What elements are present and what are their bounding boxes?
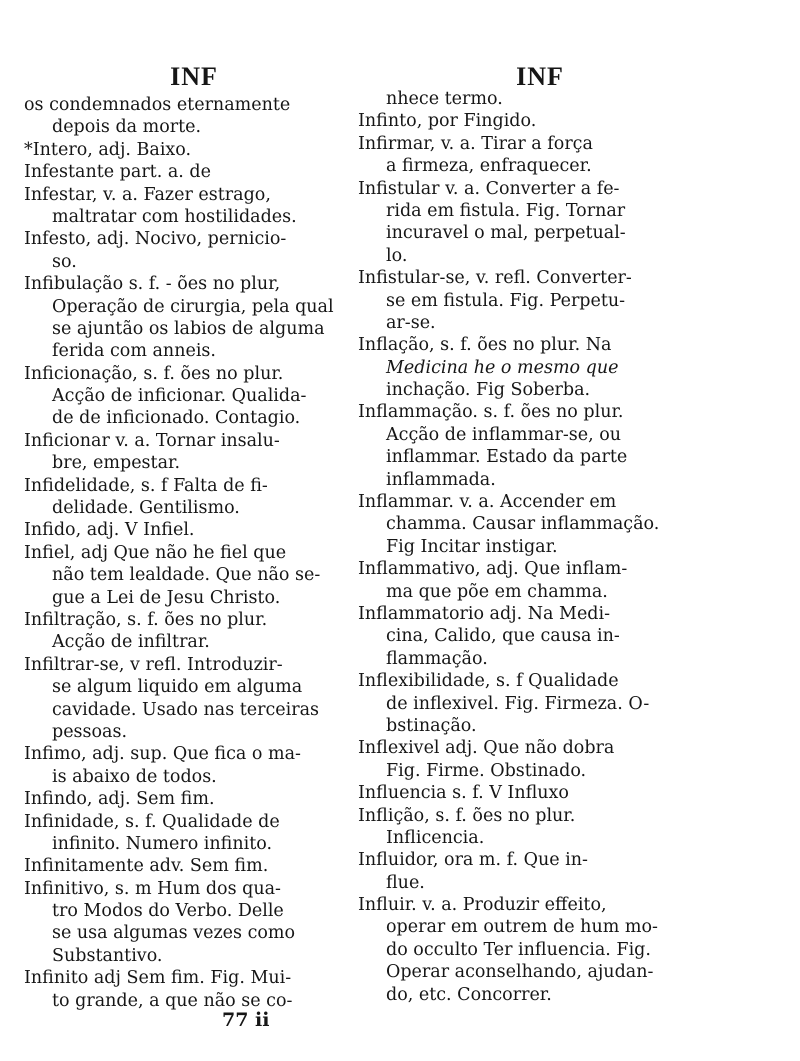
entry-line: Infiltração, s. f. ões no plur. bbox=[24, 609, 268, 630]
entry-line: Influencia s. f. V Influxo bbox=[358, 783, 569, 804]
entry-line: Influidor, ora m. f. Que in- bbox=[358, 850, 588, 871]
entry-line: inchação. Fig Soberba. bbox=[386, 380, 591, 401]
entry-line: gue a Lei de Jesu Christo. bbox=[52, 587, 281, 608]
entry-line: Inflição, s. f. ões no plur. bbox=[358, 805, 576, 826]
entry-line: rida em fistula. Fig. Tornar bbox=[386, 200, 626, 221]
entry-line: ar-se. bbox=[386, 312, 436, 333]
entry-line: Infimo, adj. sup. Que fica o ma- bbox=[24, 744, 301, 765]
entry-line: so. bbox=[52, 251, 77, 272]
entry-line: Inflammação. s. f. ões no plur. bbox=[358, 402, 624, 423]
entry-line: cavidade. Usado nas terceiras bbox=[52, 699, 320, 720]
entry-line: cina, Calido, que causa in- bbox=[386, 626, 620, 647]
entry-line: Inflammatorio adj. Na Medi- bbox=[358, 603, 611, 624]
signature-mark: 77 ii bbox=[222, 1009, 270, 1031]
entry-line: do, etc. Concorrer. bbox=[386, 984, 552, 1005]
entry-line: os condemnados eternamente bbox=[24, 95, 291, 115]
entry-line: Acção de inficionar. Qualida- bbox=[52, 386, 307, 407]
entry-line: flammação. bbox=[386, 648, 488, 669]
entry-line: Substantivo. bbox=[52, 945, 163, 966]
entry-line: Infirmar, v. a. Tirar a força bbox=[358, 133, 593, 154]
right-running-header: INF bbox=[516, 62, 564, 91]
entry-line: Inficionação, s. f. ões no plur. bbox=[24, 363, 284, 384]
entry-line: infinito. Numero infinito. bbox=[52, 833, 273, 854]
entry-line: se em fistula. Fig. Perpetu- bbox=[386, 290, 626, 311]
entry-line: to grande, a que não se co- bbox=[52, 990, 293, 1011]
entry-line: lo. bbox=[386, 245, 408, 266]
left-running-header: INF bbox=[170, 62, 218, 91]
entry-line: se algum liquido em alguma bbox=[52, 677, 303, 698]
entry-line: Infestante part. a. de bbox=[24, 162, 211, 183]
entry-line: delidade. Gentilismo. bbox=[52, 498, 240, 519]
entry-line: incuravel o mal, perpetual- bbox=[386, 223, 626, 244]
entry-line: depois da morte. bbox=[52, 117, 202, 138]
entry-line: se usa algumas vezes como bbox=[52, 923, 296, 944]
entry-line: Inflammar. v. a. Accender em bbox=[358, 492, 617, 513]
entry-line: Infistular v. a. Converter a fe- bbox=[358, 178, 620, 199]
entry-line: bstinação. bbox=[386, 715, 477, 736]
entry-line: maltratar com hostilidades. bbox=[52, 206, 297, 227]
entry-line: Influir. v. a. Produzir effeito, bbox=[358, 895, 607, 916]
entry-line: Fig Incitar instigar. bbox=[386, 536, 558, 557]
entry-line: pessoas. bbox=[52, 721, 128, 742]
entry-line: inflammada. bbox=[386, 469, 496, 490]
entry-line: Inflicencia. bbox=[386, 827, 485, 848]
entry-line: Infinitamente adv. Sem fim. bbox=[24, 856, 269, 877]
entry-line: operar em outrem de hum mo- bbox=[386, 917, 658, 938]
entry-line: Acção de infiltrar. bbox=[52, 632, 210, 653]
entry-line: Infinidade, s. f. Qualidade de bbox=[24, 811, 280, 832]
entry-line: chamma. Causar inflammação. bbox=[386, 514, 660, 535]
entry-line: Inflexivel adj. Que não dobra bbox=[358, 738, 615, 759]
entry-line: Infiltrar-se, v refl. Introduzir- bbox=[24, 654, 283, 675]
entry-line: Infestar, v. a. Fazer estrago, bbox=[24, 184, 271, 205]
entry-line: se ajuntão os labios de alguma bbox=[52, 318, 325, 339]
entry-line: Infiel, adj Que não he fiel que bbox=[24, 542, 287, 563]
entry-line: Inflammativo, adj. Que inflam- bbox=[358, 559, 628, 580]
entry-line: ferida com anneis. bbox=[52, 341, 216, 362]
entry-line: *Intero, adj. Baixo. bbox=[24, 139, 192, 160]
entry-line: Inficionar v. a. Tornar insalu- bbox=[24, 430, 280, 451]
entry-line: inflammar. Estado da parte bbox=[386, 447, 628, 468]
entry-line: Infinto, por Fingido. bbox=[358, 111, 537, 132]
entry-line: nhece termo. bbox=[386, 89, 503, 109]
entry-line: Operar aconselhando, ajudan- bbox=[386, 962, 654, 983]
entry-line: de inflexivel. Fig. Firmeza. O- bbox=[386, 693, 650, 714]
entry-line: não tem lealdade. Que não se- bbox=[52, 565, 321, 586]
entry-line: Infesto, adj. Nocivo, pernicio- bbox=[24, 229, 287, 250]
entry-line: Infindo, adj. Sem fim. bbox=[24, 789, 215, 810]
entry-line: bre, empestar. bbox=[52, 453, 181, 474]
entry-line: do occulto Ter influencia. Fig. bbox=[386, 939, 651, 960]
entry-line: is abaixo de todos. bbox=[52, 766, 217, 787]
left-column bbox=[24, 62, 364, 1012]
entry-line: Medicina he o mesmo que bbox=[386, 357, 619, 378]
entry-line: Infidelidade, s. f Falta de fi- bbox=[24, 475, 268, 496]
entry-line: Infibulação s. f. - ões no plur, bbox=[24, 274, 281, 295]
entry-line: flue. bbox=[386, 872, 425, 893]
entry-line: tro Modos do Verbo. Delle bbox=[52, 901, 284, 922]
entry-line: ma que põe em chamma. bbox=[386, 581, 608, 602]
right-column bbox=[358, 62, 698, 1006]
entry-line: Infistular-se, v. refl. Converter- bbox=[358, 268, 632, 289]
entry-line: Infinito adj Sem fim. Fig. Mui- bbox=[24, 968, 292, 989]
entry-line: Inflexibilidade, s. f Qualidade bbox=[358, 671, 619, 692]
entry-line: Inflação, s. f. ões no plur. Na bbox=[358, 335, 612, 356]
entry-line: Operação de cirurgia, pela qual bbox=[52, 296, 334, 317]
entry-line: a firmeza, enfraquecer. bbox=[386, 156, 592, 177]
entry-line: Infinitivo, s. m Hum dos qua- bbox=[24, 878, 281, 899]
entry-line: Fig. Firme. Obstinado. bbox=[386, 760, 587, 781]
entry-line: Acção de inflammar-se, ou bbox=[386, 424, 622, 445]
entry-line: de de inficionado. Contagio. bbox=[52, 408, 301, 429]
entry-line: Infido, adj. V Infiel. bbox=[24, 520, 195, 541]
